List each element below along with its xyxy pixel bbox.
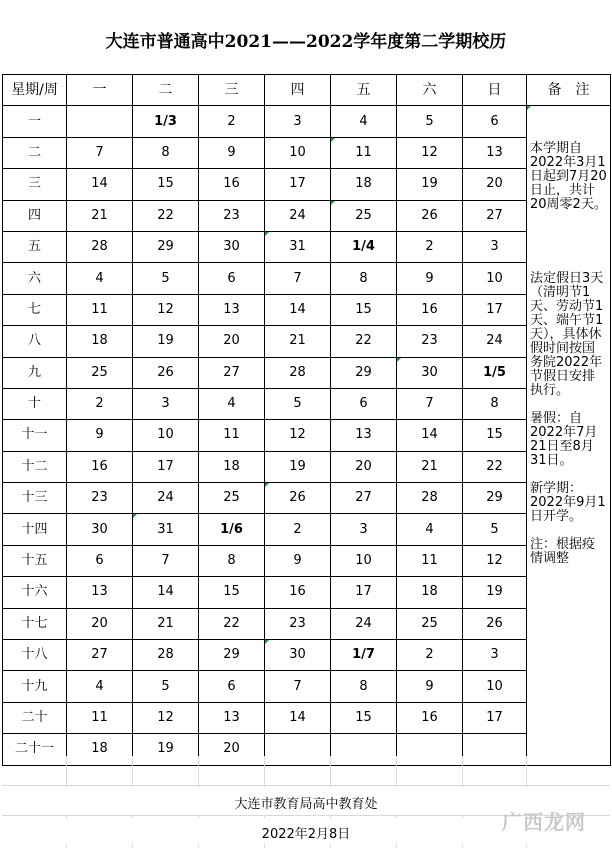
day-cell: 8 <box>463 388 527 419</box>
day-cell: 5 <box>133 671 199 702</box>
day-cell: 15 <box>331 294 397 325</box>
day-cell: 26 <box>397 200 463 231</box>
day-cell: 14 <box>67 169 133 200</box>
day-cell: 7 <box>133 545 199 576</box>
day-cell: 31 <box>133 514 199 545</box>
day-cell: 10 <box>133 420 199 451</box>
day-cell: 2 <box>67 388 133 419</box>
day-cell: 5 <box>265 388 331 419</box>
day-cell: 30 <box>265 640 331 671</box>
day-cell: 26 <box>133 357 199 388</box>
day-cell: 3 <box>265 106 331 137</box>
note-adjustment: 注：根据疫情调整 <box>530 537 596 567</box>
day-cell: 27 <box>463 200 527 231</box>
day-cell: 10 <box>463 671 527 702</box>
table-row <box>3 451 611 482</box>
day-cell: 22 <box>331 326 397 357</box>
table-row <box>3 200 611 231</box>
day-cell: 1/4 <box>331 231 397 262</box>
day-cell: 8 <box>133 137 199 168</box>
day-cell: 27 <box>331 483 397 514</box>
day-cell: 29 <box>463 483 527 514</box>
day-cell: 8 <box>331 671 397 702</box>
day-cell: 17 <box>463 294 527 325</box>
table-row <box>3 545 611 576</box>
table-row <box>3 106 611 137</box>
table-row <box>3 231 611 262</box>
day-cell: 1/3 <box>133 106 199 137</box>
day-cell: 19 <box>133 734 199 765</box>
table-row <box>3 326 611 357</box>
day-cell: 7 <box>67 137 133 168</box>
day-cell: 28 <box>133 640 199 671</box>
day-cell: 20 <box>463 169 527 200</box>
page-title: 大连市普通高中2021——2022学年度第二学期校历 <box>105 32 507 52</box>
table-row <box>3 671 611 702</box>
day-cell: 21 <box>133 608 199 639</box>
day-cell: 30 <box>199 231 265 262</box>
day-cell: 18 <box>67 326 133 357</box>
day-cell: 23 <box>199 200 265 231</box>
week-number: 十三 <box>3 483 67 514</box>
day-cell: 1/5 <box>463 357 527 388</box>
table-row <box>3 483 611 514</box>
day-cell: 5 <box>397 106 463 137</box>
week-number: 十一 <box>3 420 67 451</box>
week-number: 三 <box>3 169 67 200</box>
day-cell: 9 <box>199 137 265 168</box>
day-cell: 24 <box>463 326 527 357</box>
day-cell: 12 <box>133 702 199 733</box>
day-cell: 23 <box>265 608 331 639</box>
week-number: 四 <box>3 200 67 231</box>
day-cell: 18 <box>397 577 463 608</box>
day-cell: 12 <box>265 420 331 451</box>
footer-org: 大连市教育局高中教育处 <box>234 797 378 812</box>
day-cell: 18 <box>199 451 265 482</box>
table-row <box>3 608 611 639</box>
day-cell: 14 <box>265 294 331 325</box>
table-row <box>3 169 611 200</box>
day-cell: 8 <box>331 263 397 294</box>
calendar-table <box>2 74 611 766</box>
week-number: 十八 <box>3 640 67 671</box>
day-cell: 7 <box>265 671 331 702</box>
day-cell: 19 <box>397 169 463 200</box>
day-cell: 25 <box>199 483 265 514</box>
day-cell: 21 <box>67 200 133 231</box>
day-cell <box>67 106 133 137</box>
header-day-1: 一 <box>67 75 133 106</box>
week-number: 二十一 <box>3 734 67 765</box>
table-row <box>3 702 611 733</box>
week-number: 二十 <box>3 702 67 733</box>
day-cell: 13 <box>463 137 527 168</box>
week-number: 十九 <box>3 671 67 702</box>
day-cell: 5 <box>463 514 527 545</box>
week-number: 一 <box>3 106 67 137</box>
day-cell: 6 <box>199 671 265 702</box>
note-holiday: 法定假日3天（清明节1天、劳动节1天、端午节1天），具体休假时间按国务院2022年节假日安排执行。 <box>530 271 604 399</box>
watermark-logo: 广西龙网 <box>502 810 586 834</box>
day-cell: 20 <box>199 734 265 765</box>
day-cell: 28 <box>67 231 133 262</box>
day-cell: 6 <box>463 106 527 137</box>
day-cell: 6 <box>199 263 265 294</box>
day-cell: 16 <box>67 451 133 482</box>
table-row <box>3 577 611 608</box>
day-cell: 30 <box>67 514 133 545</box>
week-number: 七 <box>3 294 67 325</box>
day-cell: 6 <box>67 545 133 576</box>
day-cell: 18 <box>331 169 397 200</box>
week-number: 八 <box>3 326 67 357</box>
day-cell: 11 <box>397 545 463 576</box>
table-row <box>3 263 611 294</box>
day-cell: 24 <box>331 608 397 639</box>
week-number: 九 <box>3 357 67 388</box>
day-cell: 21 <box>397 451 463 482</box>
week-number: 五 <box>3 231 67 262</box>
day-cell: 23 <box>67 483 133 514</box>
week-number: 十六 <box>3 577 67 608</box>
day-cell: 9 <box>397 263 463 294</box>
day-cell: 29 <box>133 231 199 262</box>
table-row <box>3 420 611 451</box>
day-cell: 5 <box>133 263 199 294</box>
table-row <box>3 388 611 419</box>
day-cell: 19 <box>463 577 527 608</box>
day-cell: 6 <box>331 388 397 419</box>
day-cell: 10 <box>463 263 527 294</box>
day-cell: 19 <box>133 326 199 357</box>
day-cell: 25 <box>331 200 397 231</box>
week-number: 十七 <box>3 608 67 639</box>
table-row <box>3 640 611 671</box>
day-cell: 16 <box>397 702 463 733</box>
day-cell: 17 <box>265 169 331 200</box>
day-cell: 15 <box>463 420 527 451</box>
day-cell: 15 <box>199 577 265 608</box>
day-cell: 9 <box>67 420 133 451</box>
day-cell: 21 <box>265 326 331 357</box>
day-cell: 16 <box>397 294 463 325</box>
day-cell: 7 <box>397 388 463 419</box>
table-row <box>3 514 611 545</box>
day-cell: 18 <box>67 734 133 765</box>
day-cell: 11 <box>199 420 265 451</box>
day-cell: 29 <box>199 640 265 671</box>
day-cell: 24 <box>265 200 331 231</box>
note-summer: 暑假：自2022年7月21日至8月31日。 <box>530 411 598 469</box>
day-cell: 2 <box>397 231 463 262</box>
day-cell: 22 <box>199 608 265 639</box>
day-cell: 14 <box>265 702 331 733</box>
day-cell: 7 <box>265 263 331 294</box>
day-cell: 15 <box>133 169 199 200</box>
header-day-3: 三 <box>199 75 265 106</box>
day-cell: 30 <box>397 357 463 388</box>
day-cell: 13 <box>199 702 265 733</box>
day-cell: 24 <box>133 483 199 514</box>
day-cell: 1/6 <box>199 514 265 545</box>
day-cell: 12 <box>133 294 199 325</box>
day-cell: 23 <box>397 326 463 357</box>
day-cell: 10 <box>331 545 397 576</box>
day-cell: 2 <box>265 514 331 545</box>
day-cell: 11 <box>67 702 133 733</box>
header-day-4: 四 <box>265 75 331 106</box>
day-cell: 17 <box>133 451 199 482</box>
day-cell: 11 <box>67 294 133 325</box>
day-cell: 14 <box>133 577 199 608</box>
note-term: 本学期自2022年3月1日起到7月20日止，共计20周零2天。 <box>530 141 607 213</box>
header-day-6: 六 <box>397 75 463 106</box>
day-cell: 4 <box>331 106 397 137</box>
header-week-label: 星期/周 <box>3 75 67 106</box>
header-day-5: 五 <box>331 75 397 106</box>
day-cell: 31 <box>265 231 331 262</box>
day-cell: 19 <box>265 451 331 482</box>
day-cell: 2 <box>199 106 265 137</box>
week-number: 二 <box>3 137 67 168</box>
day-cell: 27 <box>199 357 265 388</box>
day-cell: 28 <box>265 357 331 388</box>
week-number: 十五 <box>3 545 67 576</box>
day-cell: 26 <box>463 608 527 639</box>
day-cell: 12 <box>397 137 463 168</box>
day-cell: 27 <box>67 640 133 671</box>
table-row <box>3 137 611 168</box>
day-cell: 22 <box>463 451 527 482</box>
header-day-2: 二 <box>133 75 199 106</box>
day-cell: 4 <box>67 671 133 702</box>
day-cell: 13 <box>331 420 397 451</box>
footer-date: 2022年2月8日 <box>261 827 351 842</box>
day-cell: 3 <box>133 388 199 419</box>
day-cell: 2 <box>397 640 463 671</box>
note-new-term: 新学期：2022年9月1日开学。 <box>530 481 606 525</box>
day-cell: 3 <box>463 231 527 262</box>
week-number: 十二 <box>3 451 67 482</box>
day-cell: 12 <box>463 545 527 576</box>
week-number: 十 <box>3 388 67 419</box>
week-number: 十四 <box>3 514 67 545</box>
week-number: 六 <box>3 263 67 294</box>
day-cell: 1/7 <box>331 640 397 671</box>
day-cell: 16 <box>265 577 331 608</box>
day-cell: 17 <box>331 577 397 608</box>
table-row <box>3 294 611 325</box>
notes-cell <box>527 106 611 765</box>
day-cell: 4 <box>67 263 133 294</box>
day-cell: 13 <box>67 577 133 608</box>
day-cell: 20 <box>199 326 265 357</box>
day-cell: 13 <box>199 294 265 325</box>
day-cell: 9 <box>397 671 463 702</box>
day-cell: 28 <box>397 483 463 514</box>
day-cell: 25 <box>397 608 463 639</box>
day-cell: 10 <box>265 137 331 168</box>
day-cell: 3 <box>331 514 397 545</box>
header-day-7: 日 <box>463 75 527 106</box>
day-cell: 11 <box>331 137 397 168</box>
day-cell: 15 <box>331 702 397 733</box>
day-cell: 4 <box>199 388 265 419</box>
day-cell: 16 <box>199 169 265 200</box>
day-cell: 17 <box>463 702 527 733</box>
day-cell: 20 <box>331 451 397 482</box>
day-cell: 14 <box>397 420 463 451</box>
day-cell: 22 <box>133 200 199 231</box>
day-cell: 26 <box>265 483 331 514</box>
day-cell: 3 <box>463 640 527 671</box>
day-cell: 9 <box>265 545 331 576</box>
table-row <box>3 357 611 388</box>
day-cell: 20 <box>67 608 133 639</box>
day-cell: 4 <box>397 514 463 545</box>
day-cell: 29 <box>331 357 397 388</box>
day-cell: 8 <box>199 545 265 576</box>
day-cell: 25 <box>67 357 133 388</box>
header-notes: 备 注 <box>527 75 611 106</box>
